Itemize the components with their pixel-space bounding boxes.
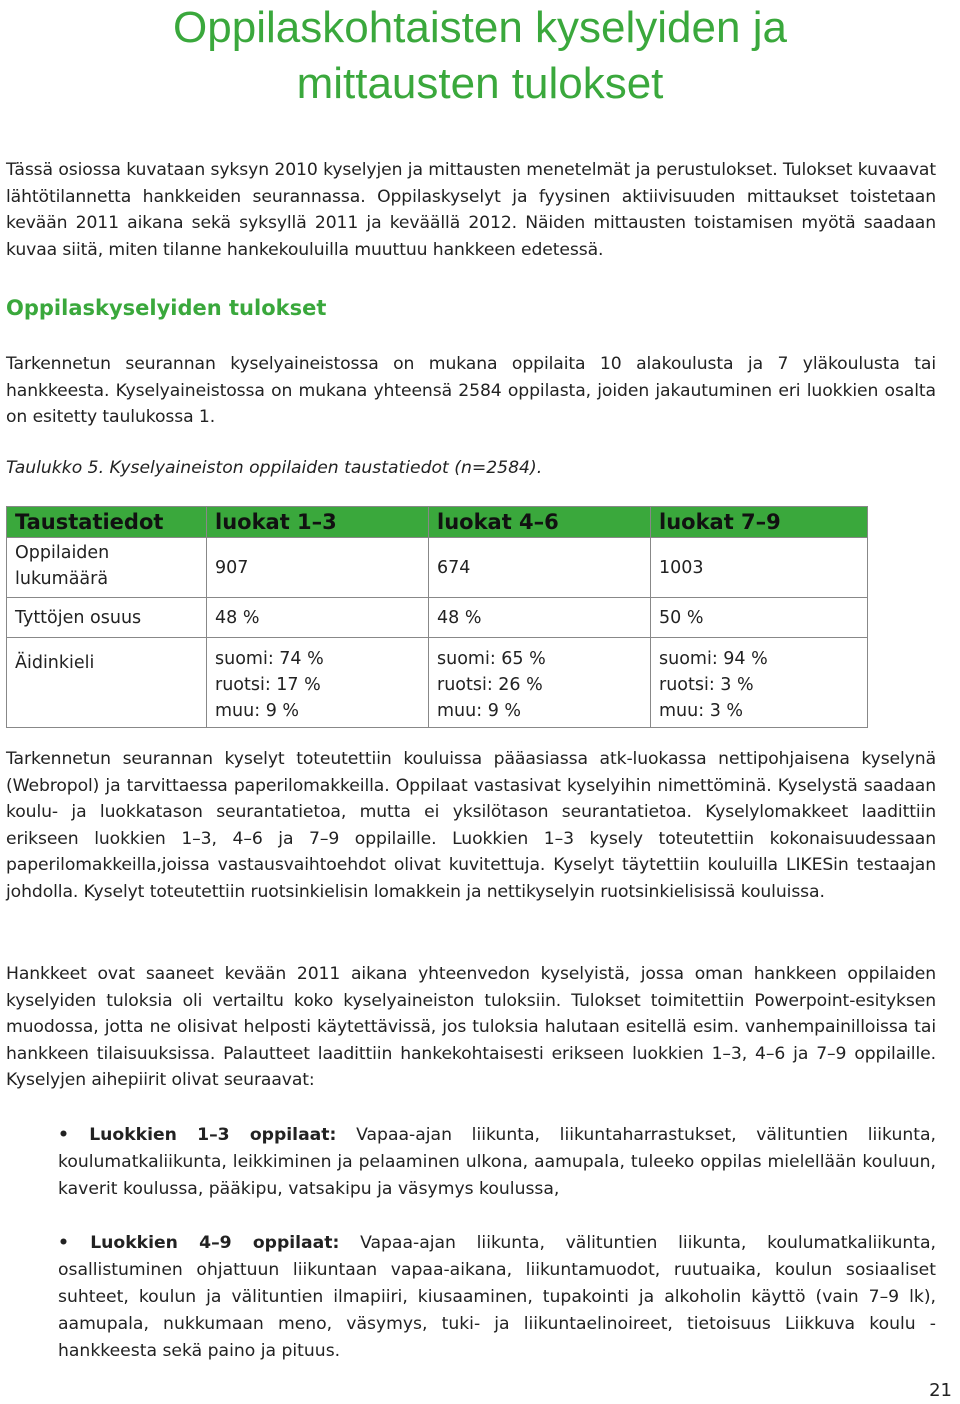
table-cell: suomi: 74 % ruotsi: 17 % muu: 9 % [207, 638, 429, 728]
table-row [7, 598, 868, 638]
paragraph-3: Hankkeet ovat saaneet kevään 2011 aikana yhteenvedon kyselyistä, jossa oman hankkeen oppilaiden kyselyiden tuloksia oli vertailtu koko kyselyaineiston tuloksiin. Tulokset toimitettiin Powerpoint-esityksen muodossa, jotta ne olisivat helposti käytettävissä, jos tuloksia halutaan esitellä esim. vanhempainilloissa tai hankkeen tilaisuuksissa. Palautteet laadittiin hankekohtaisesti erikseen luokkien 1–3, 4–6 ja 7–9 oppilaille. Kyselyjen aihepiirit olivat seuraavat: [6, 964, 936, 1091]
table-row [7, 538, 868, 598]
table-cell: 48 % [429, 598, 651, 638]
list-item [58, 1122, 936, 1203]
list-item [58, 1230, 936, 1365]
page-title: Oppilaskohtaisten kyselyiden ja mittausten tulokset [173, 3, 787, 108]
page-number: 21 [929, 1380, 952, 1401]
list-item-label: • Luokkien 1–3 oppilaat: [58, 1125, 337, 1145]
table-header-cell: luokat 7–9 [651, 507, 868, 538]
intro-paragraph: Tässä osiossa kuvataan syksyn 2010 kyselyjen ja mittausten menetelmät ja perustulokset. Tulokset kuvaavat lähtötilannetta hankkeiden seurannassa. Oppilaskyselyt ja fyysinen aktiivisuuden mittaukset toistetaan kevään 2011 aikana sekä syksyllä 2011 ja keväällä 2012. Näiden mittausten toistamisen myötä saadaan kuvaa siitä, miten tilanne hankekouluilla muuttuu hankkeen edetessä. [6, 160, 936, 260]
section-heading: Oppilaskyselyiden tulokset [6, 296, 327, 320]
paragraph-1: Tarkennetun seurannan kyselyaineistossa on mukana oppilaita 10 alakoulusta ja 7 yläkoulusta tai hankkeesta. Kyselyaineistossa on mukana yhteensä 2584 oppilasta, joiden jakautuminen eri luokkien osalta on esitetty taulukossa 1. [6, 354, 936, 428]
table-header-cell: luokat 4–6 [429, 507, 651, 538]
table-cell: Äidinkieli [7, 638, 207, 728]
table-header-row [7, 507, 868, 538]
table-cell: 48 % [207, 598, 429, 638]
table-cell: 674 [429, 538, 651, 598]
table-cell: 907 [207, 538, 429, 598]
background-table [6, 506, 868, 728]
table-row [7, 638, 868, 728]
paragraph-2: Tarkennetun seurannan kyselyt toteutettiin kouluissa pääasiassa atk-luokassa nettipohjaisena kyselynä (Webropol) ja tarvittaessa paperilomakkeilla. Oppilaat vastasivat kyselyihin nimettöminä. Kyselystä saadaan koulu- ja luokkatason seurantatietoa, mutta ei yksilötason seurantatietoa. Kyselylomakkeet laadittiin erikseen luokkien 1–3, 4–6 ja 7–9 oppilaille. Luokkien 1–3 kysely toteutettiin kokonaisuudessaan paperilomakkeilla,joissa vastausvaihtoehdot olivat kuvitettuja. Kyselyt täytettiin kouluilla LIKESin testaajan johdolla. Kyselyt toteutettiin ruotsinkielisin lomakkein ja nettikyselyin ruotsinkielisissä kouluissa. [6, 749, 936, 902]
list-item-text: Vapaa-ajan liikunta, välituntien liikunta, koulumatkaliikunta, osallistuminen ohjattuun liikuntaan vapaa-aikana, liikuntamuodot, ruutuaika, koulun sosiaaliset suhteet, koulun ja välituntien ilmapiiri, kiusaaminen, tupakointi ja alkoholin käyttö (vain 7–9 lk), aamupala, nukkumaan meno, väsymys, tuki- ja liikuntaelinoireet, tietoisuus Liikkuva koulu -hankkeesta sekä paino ja pituus. [58, 1233, 936, 1361]
table-cell: Oppilaiden lukumäärä [7, 538, 207, 598]
table-cell: 1003 [651, 538, 868, 598]
table-caption: Taulukko 5. Kyselyaineiston oppilaiden taustatiedot (n=2584). [6, 458, 543, 478]
table-cell: Tyttöjen osuus [7, 598, 207, 638]
topic-list [58, 1122, 936, 1365]
table-cell: suomi: 94 % ruotsi: 3 % muu: 3 % [651, 638, 868, 728]
table-cell: suomi: 65 % ruotsi: 26 % muu: 9 % [429, 638, 651, 728]
table-header-cell: Taustatiedot [7, 507, 207, 538]
list-item-text: Vapaa-ajan liikunta, liikuntaharrastukset, välituntien liikunta, koulumatkaliikunta, leikkiminen ja pelaaminen ulkona, aamupala, tuleeko oppilas mielellään kouluun, kaverit koulussa, pääkipu, vatsakipu ja väsymys koulussa, [58, 1125, 937, 1199]
table-cell: 50 % [651, 598, 868, 638]
list-item-label: • Luokkien 4–9 oppilaat: [58, 1233, 340, 1253]
table-header-cell: luokat 1–3 [207, 507, 429, 538]
